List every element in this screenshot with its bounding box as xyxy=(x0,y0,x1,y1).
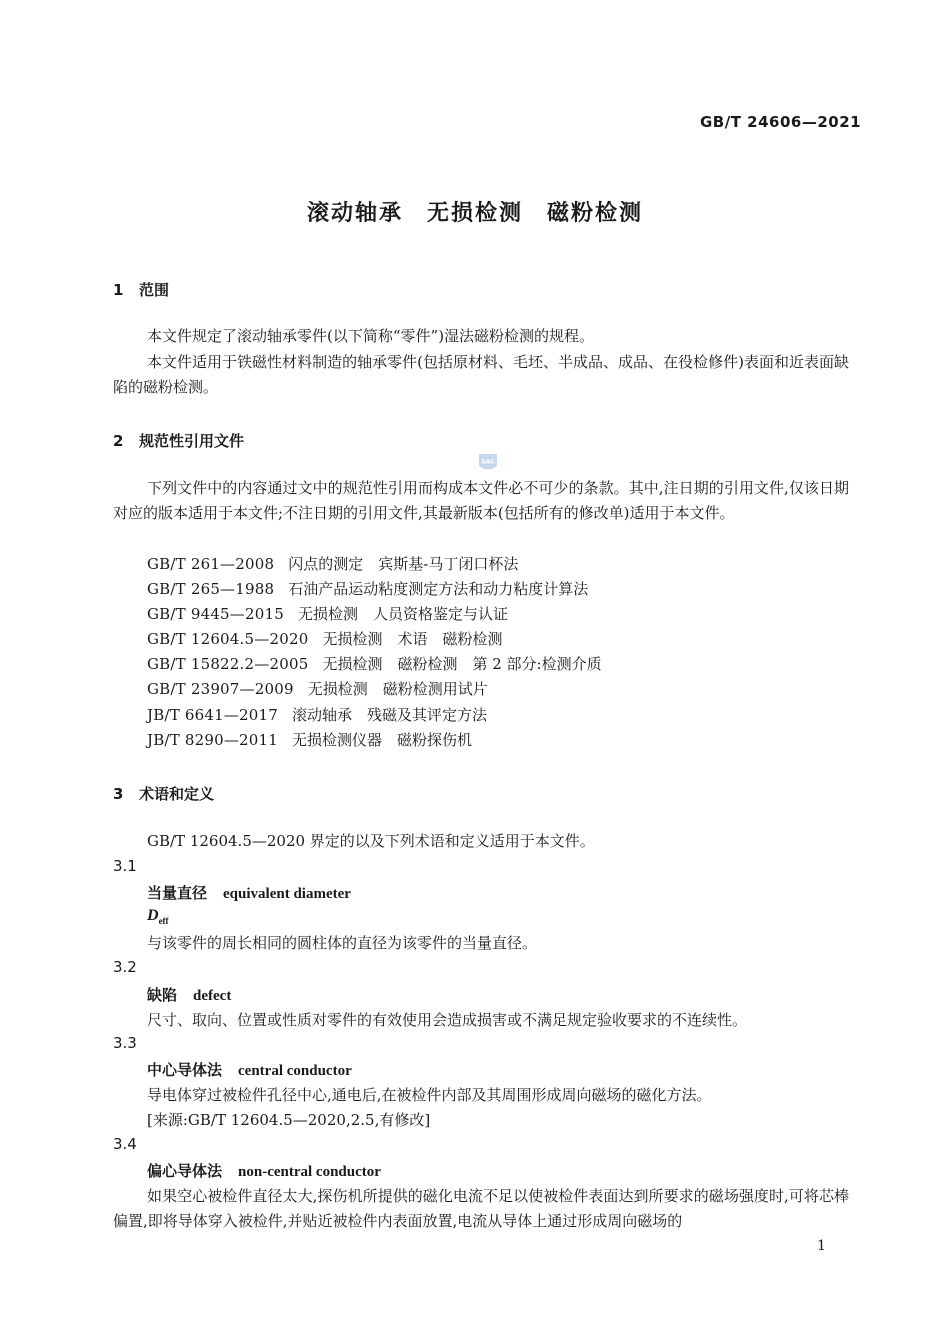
reference-title: 无损检测仪器 磁粉探伤机 xyxy=(292,731,473,749)
paragraph xyxy=(147,830,595,851)
term-english: central conductor xyxy=(238,1063,352,1079)
reference-item xyxy=(147,553,518,574)
paragraph-text: 本文件规定了滚动轴承零件(以下简称“零件”)湿法磁粉检测的规程。 xyxy=(147,327,595,345)
term-chinese: 偏心导体法 xyxy=(147,1162,223,1180)
section-heading-terms-and-definitions xyxy=(113,783,214,804)
reference-code: GB/T 12604.5—2020 xyxy=(147,630,309,648)
term-chinese: 中心导体法 xyxy=(147,1061,223,1079)
section-number: 2 xyxy=(113,432,124,450)
standard-code: GB/T 24606—2021 xyxy=(700,113,862,131)
clause-number: 3.1 xyxy=(113,857,137,875)
document-title: 滚动轴承 无损检测 磁粉检测 xyxy=(306,201,643,226)
paragraph xyxy=(113,350,849,400)
term-chinese: 当量直径 xyxy=(147,884,208,902)
term-symbol xyxy=(147,907,169,926)
svg-text:SAC: SAC xyxy=(481,458,495,466)
term-entry xyxy=(147,882,351,903)
clause-number: 3.3 xyxy=(113,1034,137,1052)
section-number: 3 xyxy=(113,785,124,803)
reference-title: 无损检测 磁粉检测 第 2 部分:检测介质 xyxy=(322,655,602,673)
reference-code: GB/T 261—2008 xyxy=(147,555,275,573)
reference-item xyxy=(147,704,487,725)
term-definition xyxy=(113,1184,849,1234)
paragraph xyxy=(113,324,849,349)
definition-text: 如果空心被检件直径太大,探伤机所提供的磁化电流不足以使被检件表面达到所要求的磁场强度时,可将芯棒偏置,即将导体穿入被检件,并贴近被检件内表面放置,电流从导体上通过形成周向磁场的 xyxy=(113,1187,849,1230)
term-definition: 导电体穿过被检件孔径中心,通电后,在被检件内部及其周围形成周向磁场的磁化方法。 xyxy=(147,1086,712,1104)
paragraph-text: GB/T 12604.5—2020 界定的以及下列术语和定义适用于本文件。 xyxy=(147,832,595,850)
term-english: equivalent diameter xyxy=(223,886,351,902)
reference-item xyxy=(147,578,588,599)
term-entry xyxy=(147,984,231,1005)
reference-title: 闪点的测定 宾斯基-马丁闭口杯法 xyxy=(288,555,519,573)
reference-code: JB/T 8290—2011 xyxy=(147,731,279,749)
symbol-main: D xyxy=(147,907,159,924)
paragraph xyxy=(113,476,849,526)
section-heading-scope xyxy=(113,279,169,300)
section-title: 范围 xyxy=(139,281,170,299)
reference-code: GB/T 9445—2015 xyxy=(147,605,284,623)
reference-code: GB/T 265—1988 xyxy=(147,580,275,598)
samr-logo-icon xyxy=(476,450,500,474)
page-number: 1 xyxy=(817,1238,826,1254)
term-chinese: 缺陷 xyxy=(147,986,178,1004)
reference-code: GB/T 23907—2009 xyxy=(147,680,294,698)
section-heading-normative-references xyxy=(113,430,244,451)
term-english: non-central conductor xyxy=(238,1164,381,1180)
term-english: defect xyxy=(193,988,232,1004)
clause-number: 3.2 xyxy=(113,958,137,976)
symbol-subscript: eff xyxy=(158,916,169,927)
reference-item xyxy=(147,653,602,674)
section-title: 术语和定义 xyxy=(139,785,215,803)
section-title: 规范性引用文件 xyxy=(139,432,245,450)
term-definition: 与该零件的周长相同的圆柱体的直径为该零件的当量直径。 xyxy=(147,934,538,952)
term-entry xyxy=(147,1160,381,1181)
reference-title: 石油产品运动粘度测定方法和动力粘度计算法 xyxy=(288,580,589,598)
clause-number: 3.4 xyxy=(113,1135,137,1153)
reference-title: 无损检测 术语 磁粉检测 xyxy=(322,630,503,648)
paragraph-text: 本文件适用于铁磁性材料制造的轴承零件(包括原材料、毛坯、半成品、成品、在役检修件)表面和近表面缺陷的磁粉检测。 xyxy=(113,353,849,396)
reference-code: JB/T 6641—2017 xyxy=(147,706,279,724)
reference-item xyxy=(147,603,508,624)
term-source: [来源:GB/T 12604.5—2020,2.5,有修改] xyxy=(147,1111,431,1129)
reference-item xyxy=(147,729,472,750)
reference-item xyxy=(147,628,502,649)
reference-title: 滚动轴承 残磁及其评定方法 xyxy=(292,706,488,724)
paragraph-text: 下列文件中的内容通过文中的规范性引用而构成本文件必不可少的条款。其中,注日期的引用文件,仅该日期对应的版本适用于本文件;不注日期的引用文件,其最新版本(包括所有的修改单)适用于本文件。 xyxy=(113,479,849,522)
reference-item xyxy=(147,678,488,699)
reference-title: 无损检测 磁粉检测用试片 xyxy=(307,680,488,698)
section-number: 1 xyxy=(113,281,124,299)
reference-code: GB/T 15822.2—2005 xyxy=(147,655,309,673)
reference-title: 无损检测 人员资格鉴定与认证 xyxy=(297,605,508,623)
term-entry xyxy=(147,1059,352,1080)
term-definition: 尺寸、取向、位置或性质对零件的有效使用会造成损害或不满足规定验收要求的不连续性。 xyxy=(147,1011,748,1029)
